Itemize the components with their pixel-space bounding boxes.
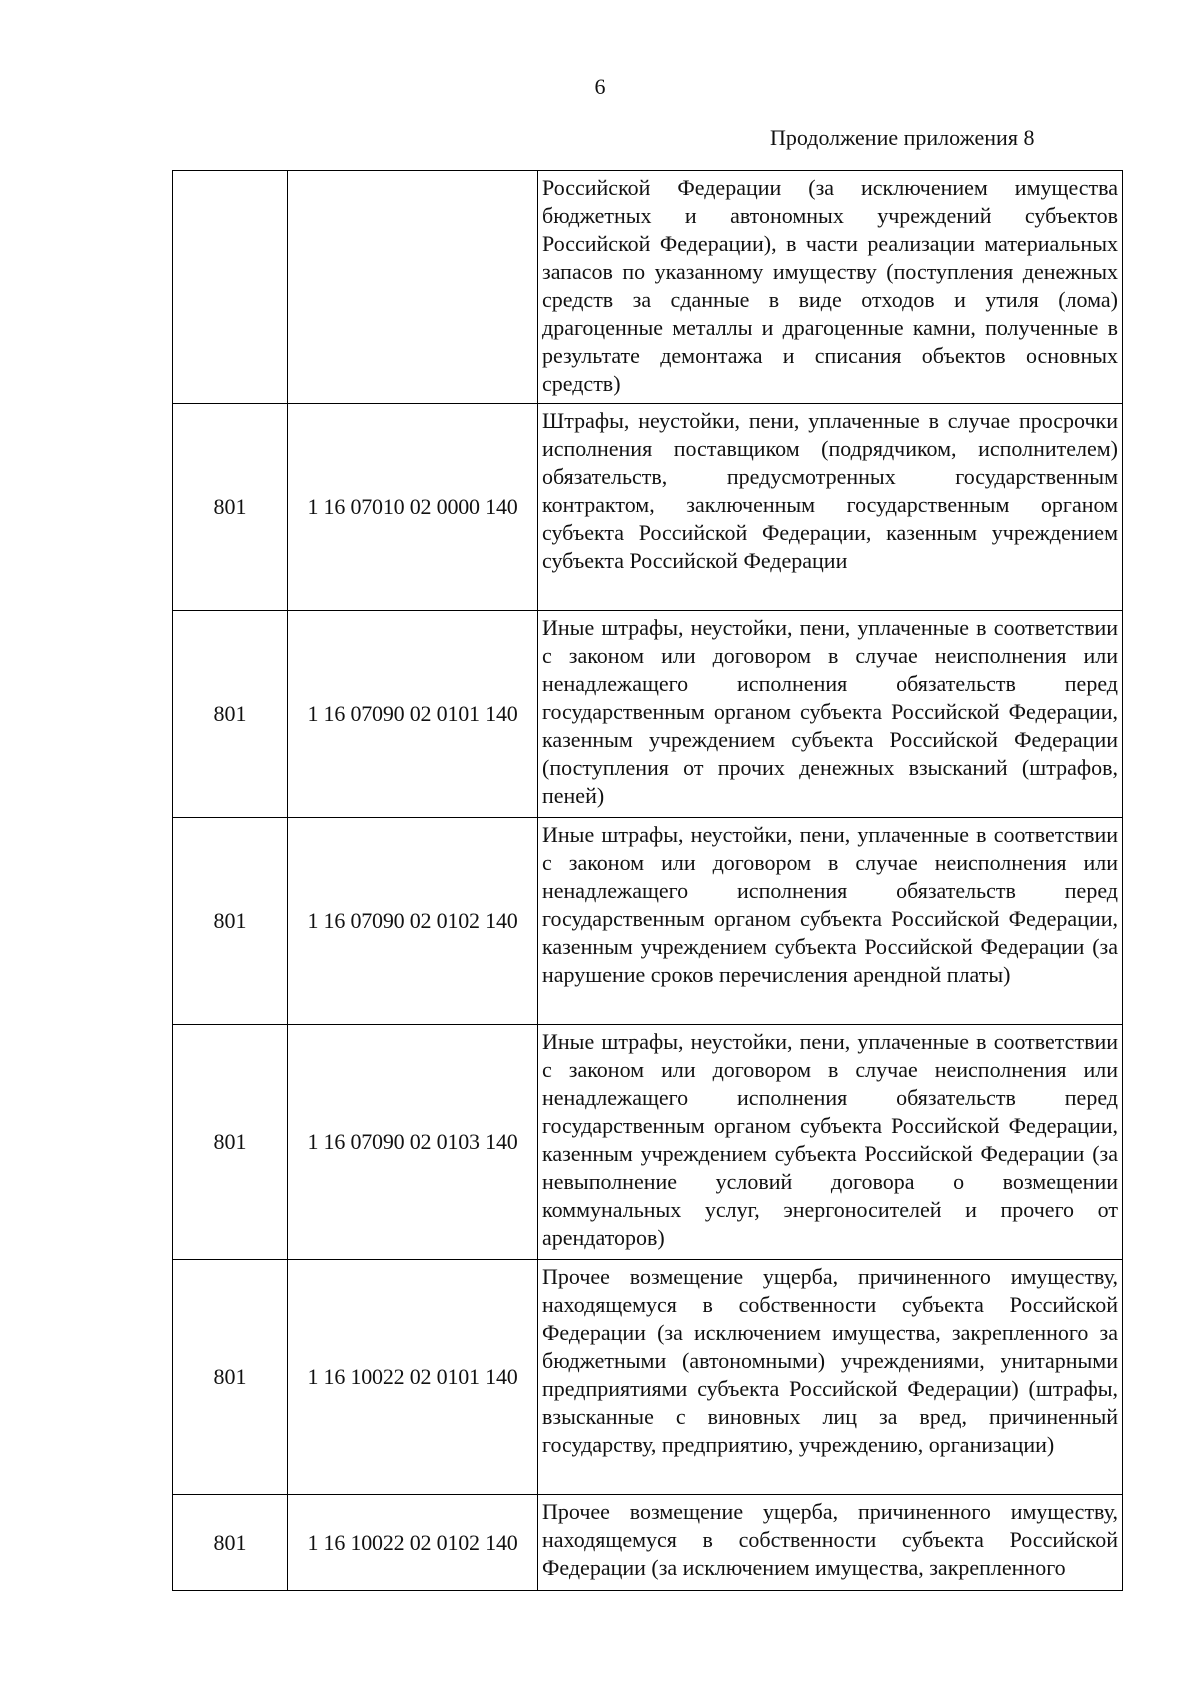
revenue-description-cell: Иные штрафы, неустойки, пени, уплаченные в соответствии с законом или договором в случае неисполнения или ненадлежащего исполнения обязательств перед государственным органом субъекта Российской Федерации, казенным учреждением субъекта Российской Федерации (за нарушение сроков перечисления арендной платы) [538, 818, 1123, 1025]
revenue-description-cell: Штрафы, неустойки, пени, уплаченные в случае просрочки исполнения поставщиком (подрядчиком, исполнителем) обязательств, предусмотренных государственным контрактом, заключенным государственным органом субъекта Российской Федерации, казенным учреждением субъекта Российской Федерации [538, 404, 1123, 611]
revenue-description-cell: Прочее возмещение ущерба, причиненного имуществу, находящемуся в собственности субъекта Российской Федерации (за исключением имущества, закрепленного за бюджетными (автономными) учреждениями, унитарными предприятиями субъекта Российской Федерации) (штрафы, взысканные с виновных лиц за вред, причиненный государству, предприятию, учреждению, организации) [538, 1260, 1123, 1495]
budget-classification-code-cell: 1 16 07090 02 0102 140 [288, 818, 538, 1025]
table-row [173, 1260, 1123, 1495]
budget-classification-code-cell: 1 16 07090 02 0101 140 [288, 611, 538, 818]
revenue-description-cell: Прочее возмещение ущерба, причиненного имуществу, находящемуся в собственности субъекта Российской Федерации (за исключением имущества, закрепленного [538, 1495, 1123, 1591]
budget-classification-code-cell: 1 16 10022 02 0101 140 [288, 1260, 538, 1495]
table-row [173, 818, 1123, 1025]
revenue-description-cell: Российской Федерации (за исключением имущества бюджетных и автономных учреждений субъектов Российской Федерации), в части реализации материальных запасов по указанному имуществу (поступления денежных средств за сданные в виде отходов и утиля (лома) драгоценные металлы и драгоценные камни, полученные в результате демонтажа и списания объектов основных средств) [538, 171, 1123, 404]
administrator-code-cell: 801 [173, 1025, 288, 1260]
administrator-code-cell [173, 171, 288, 404]
table-row [173, 1025, 1123, 1260]
administrator-code-cell: 801 [173, 611, 288, 818]
administrator-code-cell: 801 [173, 818, 288, 1025]
budget-classification-code-cell [288, 171, 538, 404]
revenue-description-cell: Иные штрафы, неустойки, пени, уплаченные в соответствии с законом или договором в случае неисполнения или ненадлежащего исполнения обязательств перед государственным органом субъекта Российской Федерации, казенным учреждением субъекта Российской Федерации (поступления от прочих денежных взысканий (штрафов, пеней) [538, 611, 1123, 818]
budget-classification-code-cell: 1 16 07090 02 0103 140 [288, 1025, 538, 1260]
revenue-description-cell: Иные штрафы, неустойки, пени, уплаченные в соответствии с законом или договором в случае неисполнения или ненадлежащего исполнения обязательств перед государственным органом субъекта Российской Федерации, казенным учреждением субъекта Российской Федерации (за невыполнение условий договора о возмещении коммунальных услуг, энергоносителей и прочего от арендаторов) [538, 1025, 1123, 1260]
budget-classification-code-cell: 1 16 07010 02 0000 140 [288, 404, 538, 611]
administrator-code-cell: 801 [173, 1260, 288, 1495]
appendix-continuation-heading: Продолжение приложения 8 [770, 125, 1035, 150]
page-number: 6 [594, 74, 606, 99]
table-row [173, 404, 1123, 611]
administrator-code-cell: 801 [173, 404, 288, 611]
table-row [173, 611, 1123, 818]
budget-classification-code-cell: 1 16 10022 02 0102 140 [288, 1495, 538, 1591]
revenue-codes-table [172, 170, 1123, 1591]
table-row [173, 171, 1123, 404]
table-row [173, 1495, 1123, 1591]
administrator-code-cell: 801 [173, 1495, 288, 1591]
